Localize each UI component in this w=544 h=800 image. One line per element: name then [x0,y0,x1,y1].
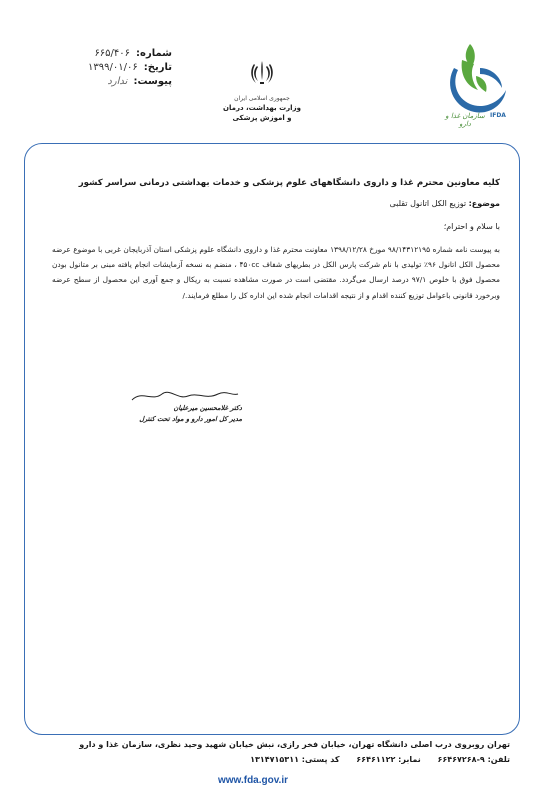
ministry-block [218,58,306,123]
footer-address: تهران روبروی درب اصلی دانشگاه تهران، خیابان فخر رازی، نبش خیابان شهید وحید نظری، سازمان غذا و دارو [79,740,510,749]
letter-content [52,178,500,303]
subject-label: موضوع: [468,199,500,208]
number-value: ۶۶۵/۴۰۶ [94,48,131,59]
date-value: ۱۳۹۹/۰۱/۰۶ [88,62,138,73]
subject-line [52,199,500,208]
letterhead [0,0,544,140]
ministry-line-1: جمهوری اسلامی ایران [234,95,290,102]
signatory-name: دکتر غلامحسین میرعلیان [173,404,242,412]
footer-contact [40,755,510,764]
fda-name: سازمان غذا و دارو [445,112,485,128]
ministry-line-2: وزارت بهداشت، درمان [223,104,301,112]
number-label: شماره: [136,48,172,59]
footer-phone: تلفن: ۹-۶۶۴۶۷۲۶۸ [437,755,510,764]
attachment-value: ندارد [107,76,128,87]
ministry-line-3: و اموزش پزشکی [232,114,292,122]
fda-abbr: IFDA [490,112,506,119]
letter-meta [62,48,172,90]
number-row [62,48,172,62]
subject-value: توزیع الکل اتانول تقلبی [389,199,467,208]
signatory-title: مدیر کل امور دارو و مواد تحت کنترل [139,415,242,423]
signature-scribble-icon [122,388,242,404]
footer-fax: نمابر: ۶۶۴۶۱۱۲۲ [356,755,421,764]
signature-block [122,388,242,423]
attachment-row [62,76,172,90]
website-link[interactable]: www.fda.gov.ir [218,775,289,786]
attachment-label: پیوست: [133,76,172,87]
iran-emblem-icon [249,58,275,86]
footer-postal: کد پستی: ۱۳۱۴۷۱۵۳۱۱ [250,755,340,764]
date-row [62,62,172,76]
footer [40,740,510,764]
addressee: کلیه معاونین محترم غذا و داروی دانشگاههای علوم پزشکی و خدمات بهداشتی درمانی سراسر کشور [78,178,500,188]
date-label: تاریخ: [143,62,172,73]
greeting: با سلام و احترام؛ [443,222,500,231]
letter-body: به پیوست نامه شماره ۹۸/۱۴۳۱۲۱۹۵ مورخ ۱۳۹۸/۱۲/۲۸ معاونت محترم غذا و داروی دانشگاه علوم پزشکی استان آذربایجان غربی با موضوع عرضه محصول الکل اتانول ۹۶٪ تولیدی با نام شرکت پارس الکل در بطریهای شفاف ۴۵۰cc ، منضم به نسخه آزمایشات انجام یافته مبنی بر متانول بودن محصول فوق با خلوص ۹۷/۱ درصد ارسال می‌گردد. مقتضی است در صورت مشاهده نسبت به ریکال و جمع آوری این محصول از سطح عرضه وبرخورد قانونی باعوامل توزیع کننده اقدام و از نتیجه اقدامات انجام شده این اداره کل را مطلع فرمایند./ [52,245,501,300]
